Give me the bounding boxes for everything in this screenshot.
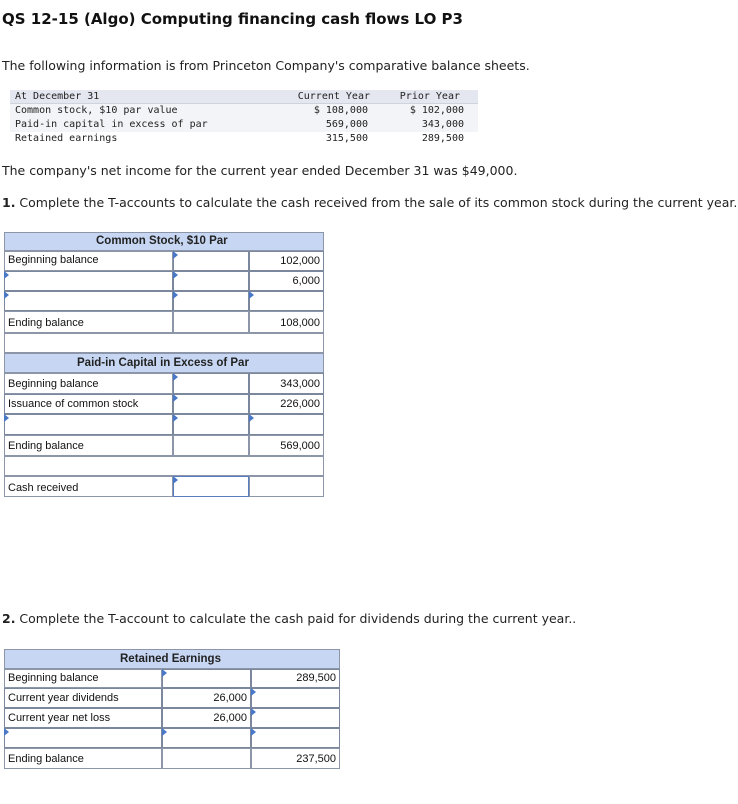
re-credit-input-3[interactable]: [251, 708, 340, 728]
re-debit-input-1[interactable]: [162, 669, 251, 688]
cs-debit-input-2[interactable]: [173, 271, 249, 291]
question-1-text: Complete the T-accounts to calculate the cash received from the sale of its common stock during the current year.: [15, 195, 738, 210]
balance-sheet-header: [10, 90, 478, 104]
input-marker-icon: [4, 414, 9, 422]
input-marker-icon: [162, 728, 167, 736]
re-debit-input-2[interactable]: 26,000: [162, 688, 251, 708]
re-dividends-input[interactable]: Current year dividends: [4, 688, 162, 708]
apic-title: Paid-in Capital in Excess of Par: [77, 357, 249, 369]
input-marker-icon: [251, 708, 256, 716]
apic-issuance-input[interactable]: Issuance of common stock: [4, 394, 173, 414]
cs-ending-debit: [173, 311, 249, 333]
re-credit-input-4[interactable]: [251, 728, 340, 748]
question-2: [2, 611, 576, 626]
apic-ending-value: 569,000: [249, 435, 324, 456]
re-label-input-4[interactable]: [4, 728, 162, 748]
question-2-number: 2.: [2, 611, 16, 626]
input-marker-icon: [251, 728, 256, 736]
row-prior: $ 102,000: [409, 105, 464, 116]
apic-debit-input-1[interactable]: [173, 373, 249, 394]
row-current: 569,000: [325, 119, 368, 130]
cs-label-input-3[interactable]: [4, 291, 173, 311]
re-beginning-label: Beginning balance: [4, 669, 162, 688]
apic-debit-input-3[interactable]: [173, 414, 249, 435]
cs-bottom-spacer: [4, 333, 324, 353]
input-marker-icon: [162, 669, 167, 677]
question-1: [2, 195, 737, 210]
apic-debit-input-2[interactable]: [173, 394, 249, 414]
input-marker-icon: [4, 291, 9, 299]
input-marker-icon: [173, 476, 178, 484]
balance-sheet-row: [10, 104, 478, 118]
balance-sheet-table: [10, 90, 478, 146]
apic-credit-input-3[interactable]: [249, 414, 324, 435]
net-income-text: The company's net income for the current year ended December 31 was $49,000.: [2, 163, 518, 178]
apic-beginning-label: Beginning balance: [4, 373, 173, 394]
re-ending-debit: [162, 748, 251, 769]
cs-beginning-label: Beginning balance: [4, 251, 173, 271]
row-label: Retained earnings: [15, 133, 118, 144]
row-label: Common stock, $10 par value: [15, 105, 178, 116]
cs-ending-label: Ending balance: [4, 311, 173, 333]
cs-label-input-2[interactable]: [4, 271, 173, 291]
input-marker-icon: [4, 728, 9, 736]
input-marker-icon: [173, 291, 178, 299]
re-ending-label: Ending balance: [4, 748, 162, 769]
input-marker-icon: [4, 271, 9, 279]
apic-credit-input-1[interactable]: 343,000: [249, 373, 324, 394]
cash-received-input[interactable]: [173, 476, 249, 497]
input-marker-icon: [173, 373, 178, 381]
header-current-year: Current Year: [297, 91, 370, 102]
apic-ending-label: Ending balance: [4, 435, 173, 456]
apic-ending-debit: [173, 435, 249, 456]
row-prior: 289,500: [421, 133, 464, 144]
re-credit-input-1[interactable]: 289,500: [251, 669, 340, 688]
common-stock-header: [4, 232, 324, 251]
header-at-date: At December 31: [15, 91, 100, 102]
row-prior: 343,000: [421, 119, 464, 130]
input-marker-icon: [173, 414, 178, 422]
input-marker-icon: [251, 688, 256, 696]
cs-credit-input-2[interactable]: 6,000: [249, 271, 324, 291]
input-marker-icon: [173, 394, 178, 402]
page-title: QS 12-15 (Algo) Computing financing cash flows LO P3: [2, 10, 463, 28]
re-debit-input-4[interactable]: [162, 728, 251, 748]
question-1-number: 1.: [2, 195, 16, 210]
cs-credit-input-3[interactable]: [249, 291, 324, 311]
cs-debit-input-1[interactable]: [173, 251, 249, 271]
row-current: 315,500: [325, 133, 368, 144]
re-credit-input-2[interactable]: [251, 688, 340, 708]
cash-received-blank: [249, 476, 324, 497]
row-current: $ 108,000: [313, 105, 368, 116]
input-marker-icon: [249, 414, 254, 422]
intro-text: The following information is from Princeton Company's comparative balance sheets.: [2, 58, 530, 73]
apic-credit-input-2[interactable]: 226,000: [249, 394, 324, 414]
row-label: Paid-in capital in excess of par: [15, 119, 208, 130]
re-netloss-input[interactable]: Current year net loss: [4, 708, 162, 728]
common-stock-title: Common Stock, $10 Par: [96, 235, 228, 247]
input-marker-icon: [249, 291, 254, 299]
balance-sheet-row: [10, 132, 478, 146]
apic-spacer: [4, 456, 324, 476]
re-ending-value: 237,500: [251, 748, 340, 769]
cs-debit-input-3[interactable]: [173, 291, 249, 311]
cash-received-label: Cash received: [4, 476, 173, 497]
balance-sheet-row: [10, 118, 478, 132]
cs-credit-input-1[interactable]: 102,000: [249, 251, 324, 271]
question-2-text: Complete the T-account to calculate the cash paid for dividends during the current year..: [15, 611, 577, 626]
apic-label-input-3[interactable]: [4, 414, 173, 435]
apic-header: [4, 353, 324, 373]
cs-ending-value: 108,000: [249, 311, 324, 333]
retained-earnings-header: [4, 649, 340, 669]
input-marker-icon: [173, 251, 178, 259]
input-marker-icon: [173, 271, 178, 279]
re-debit-input-3[interactable]: 26,000: [162, 708, 251, 728]
header-prior-year: Prior Year: [399, 91, 460, 102]
retained-earnings-title: Retained Earnings: [120, 653, 221, 665]
